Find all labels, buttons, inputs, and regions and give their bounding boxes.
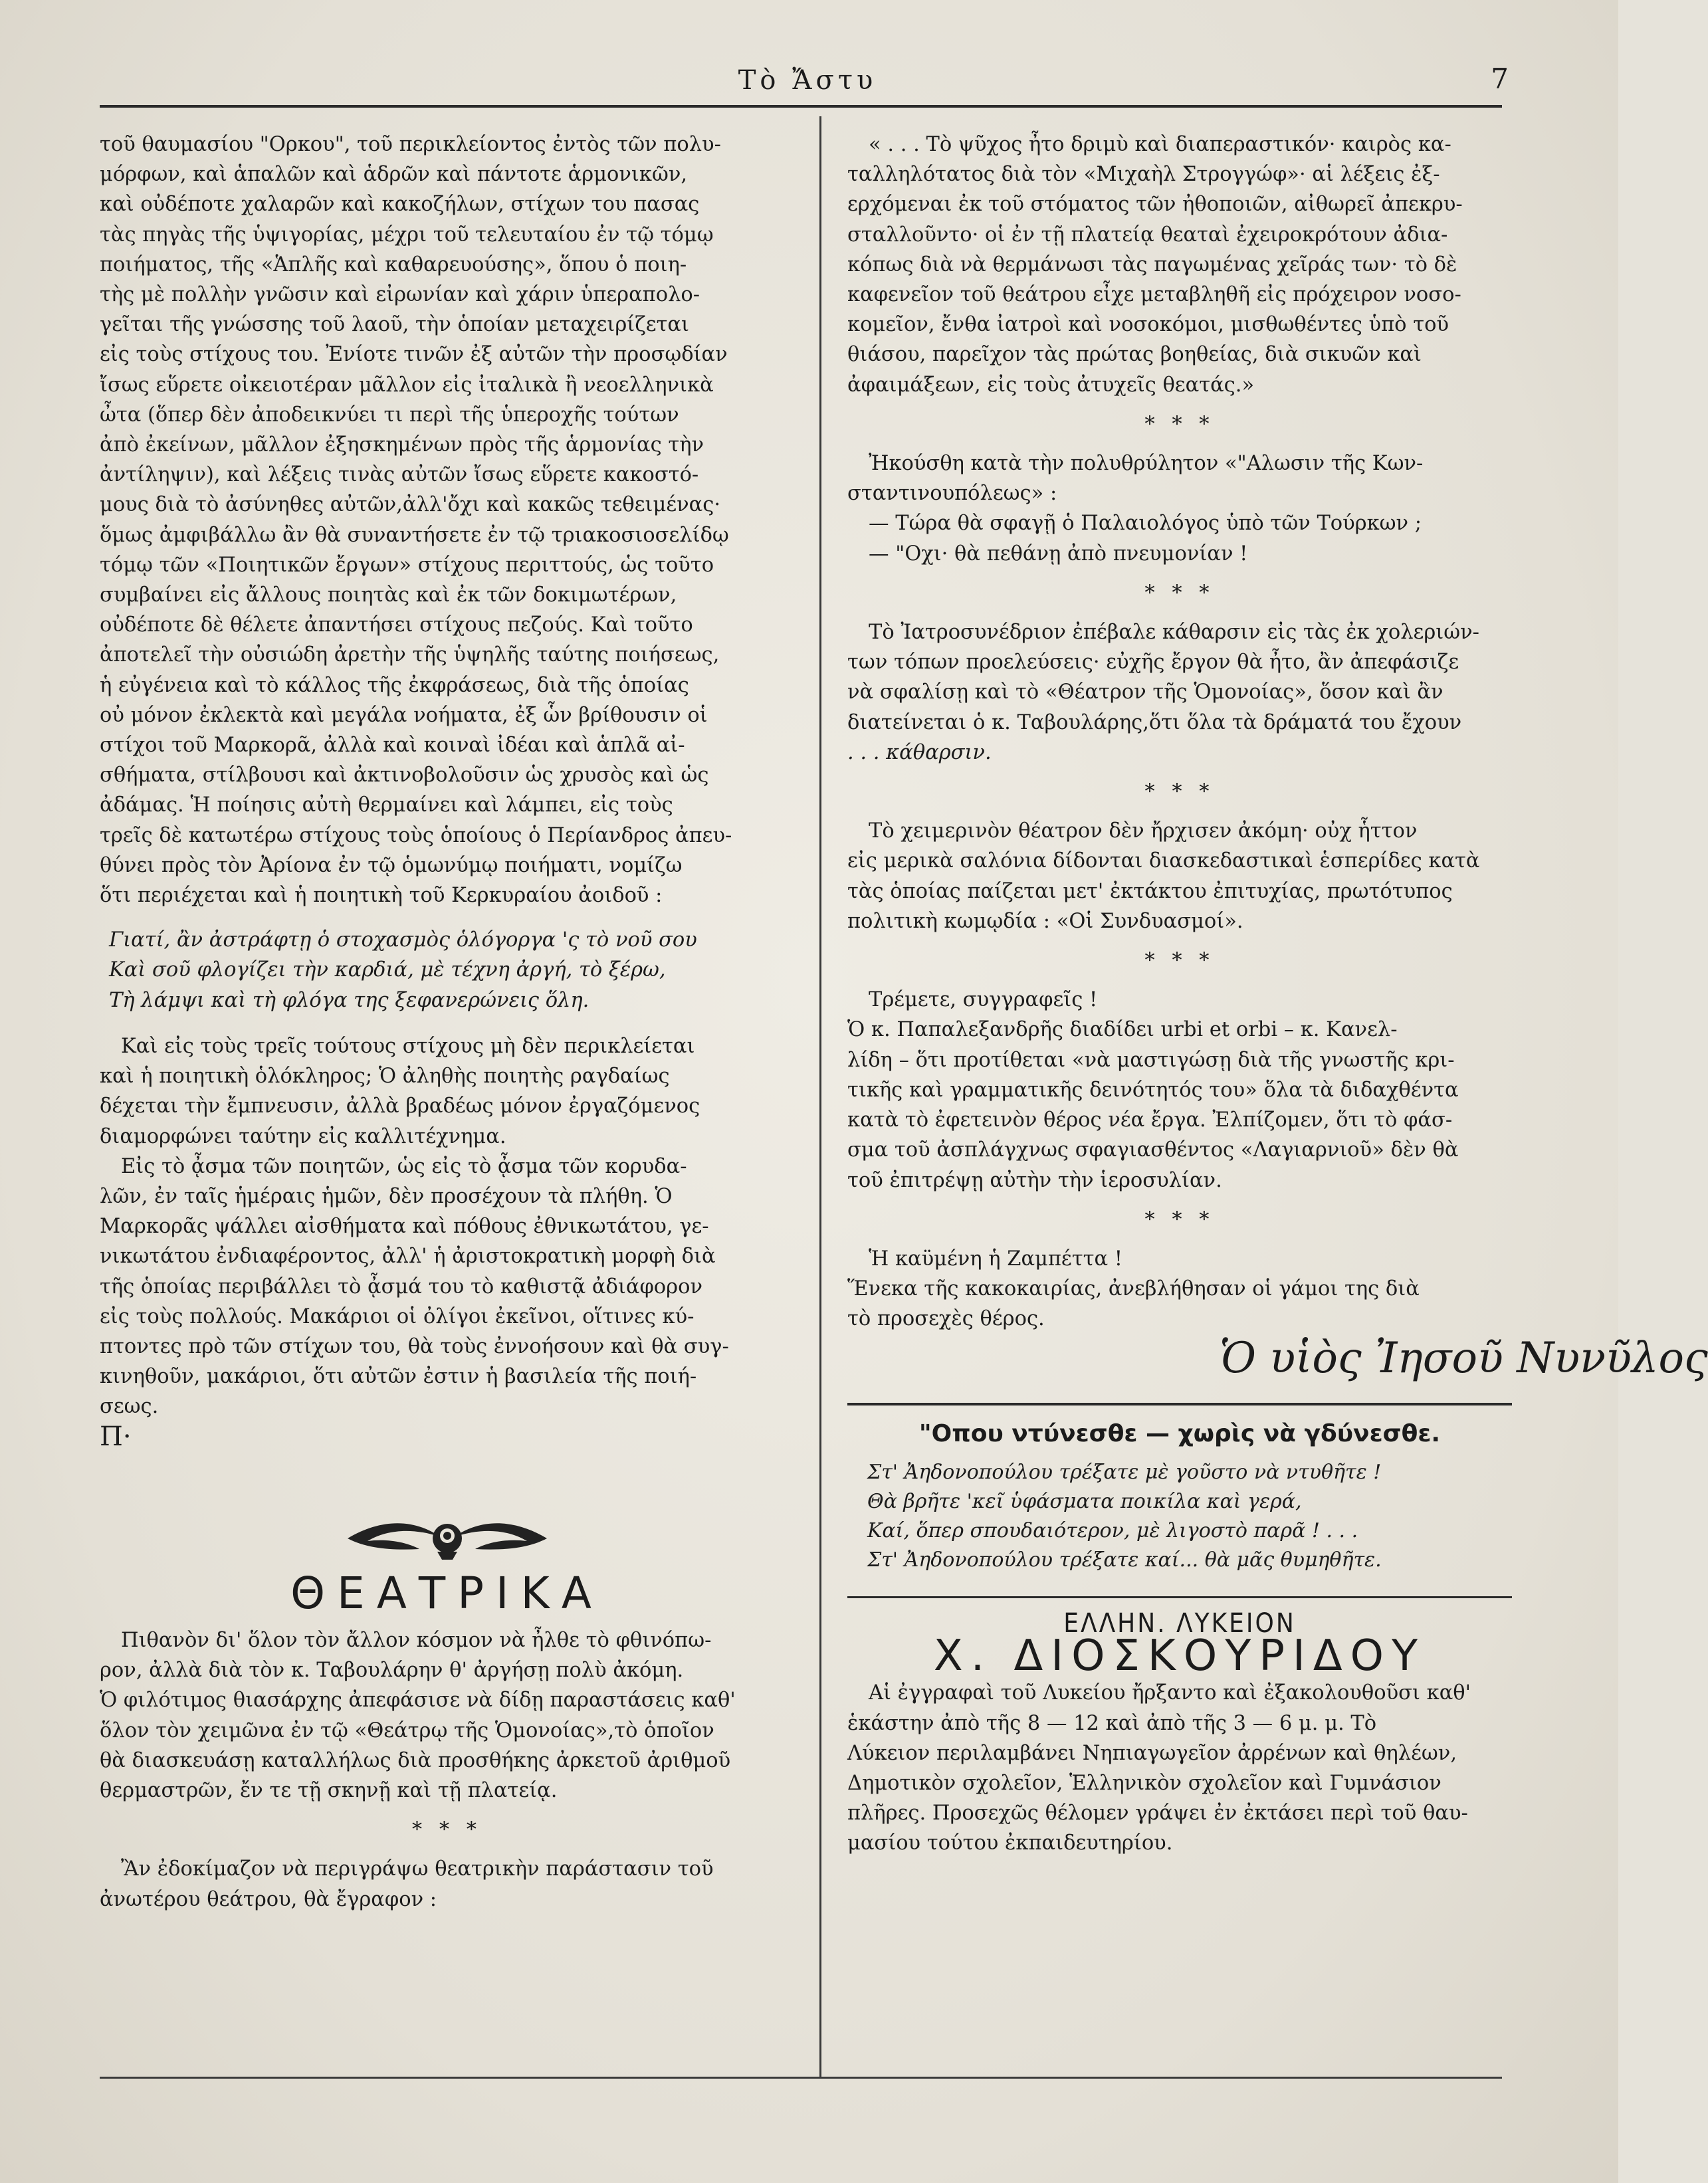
text-line: — Τώρα θὰ σφαγῇ ὁ Παλαιολόγος ὑπὸ τῶν Τούρκων ; bbox=[869, 512, 1422, 536]
advertisement-top-rule bbox=[847, 1403, 1512, 1405]
text-line: ὦτα (ὅπερ δὲν ἀποδεικνύει τι περὶ τῆς ὑπεροχῆς τούτων bbox=[100, 403, 679, 427]
quoted-verse bbox=[100, 925, 794, 1015]
page-header bbox=[100, 60, 1515, 106]
newspaper-title: Τὸ Ἄστυ bbox=[738, 65, 877, 96]
text-line: τὸ προσεχὲς θέρος. bbox=[847, 1307, 1045, 1331]
text-line: θὰ διασκευάσῃ καταλλήλως διὰ προσθήκης ἀρκετοῦ ἀριθμοῦ bbox=[100, 1748, 731, 1772]
text-line: πολιτικὴ κωμῳδία : «Οἱ Συνδυασμοί». bbox=[847, 909, 1243, 933]
text-line: τὰς πηγὰς τῆς ὑψιγορίας, μέχρι τοῦ τελευταίου ἐν τῷ τόμῳ bbox=[100, 223, 714, 247]
text-line: σταντινουπόλεως» : bbox=[847, 482, 1057, 506]
text-line: Δημοτικὸν σχολεῖον, Ἑλληνικὸν σχολεῖον καὶ Γυμνάσιον bbox=[847, 1771, 1441, 1795]
text-line: μους διὰ τὸ ἀσύνηθες αὐτῶν,ἀλλ'ὄχι καὶ κακῶς τεθειμένας· bbox=[100, 493, 721, 517]
text-line: πλῆρες. Προσεχῶς θέλομεν γράψει ἐν ἐκτάσει περὶ τοῦ θαυ- bbox=[847, 1802, 1468, 1825]
text-line: — "Οχι· θὰ πεθάνῃ ἀπὸ πνευμονίαν ! bbox=[869, 542, 1248, 566]
text-line: ὅτι περιέχεται καὶ ἡ ποιητικὴ τοῦ Κερκυραίου ἀοιδοῦ : bbox=[100, 884, 663, 908]
text-line: τὰς ὁποίας παίζεται μετ' ἐκτάκτου ἐπιτυχίας, πρωτότυπος bbox=[847, 879, 1453, 903]
text-line: τόμῳ τῶν «Ποιητικῶν ἔργων» στίχους περιττούς, ὡς τοῦτο bbox=[100, 553, 714, 577]
text-line: Μαρκορᾶς ψάλλει αἰσθήματα καὶ πόθους ἐθνικωτάτου, γε- bbox=[100, 1215, 709, 1239]
verse-line: Τὴ λάμψι καὶ τὴ φλόγα της ξεφανερώνεις ὅλη. bbox=[109, 988, 589, 1012]
theatre-section-title: ΘΕΑΤΡΙΚΑ bbox=[290, 1567, 603, 1619]
text-line: Πιθανὸν δι' ὅλον τὸν ἄλλον κόσμον νὰ ἦλθε τὸ φθινόπω- bbox=[121, 1628, 712, 1652]
text-line: διαμορφώνει ταύτην εἰς καλλιτέχνημα. bbox=[100, 1124, 506, 1148]
footer-rule bbox=[100, 2077, 1502, 2079]
advertisement-verse bbox=[847, 1458, 1512, 1575]
text-line: σταλλοῦντο· οἱ ἐν τῇ πλατείᾳ θεαταὶ ἐχειροκρότουν ἀδια- bbox=[847, 223, 1448, 247]
text-line: σθήματα, στίλβουσι καὶ ἀκτινοβολοῦσιν ὡς χρυσὸς καὶ ὡς bbox=[100, 764, 709, 787]
text-line: ερχόμεναι ἐκ τοῦ στόματος τῶν ἠθοποιῶν, αἰθωρεῖ ἀπεκρυ- bbox=[847, 193, 1463, 217]
text-line: Τὸ Ἰατροσυνέδριον ἐπέβαλε κάθαρσιν εἰς τὰς ἐκ χολεριών- bbox=[869, 621, 1479, 645]
text-line: πτοντες πρὸ τῶν στίχων του, θὰ τοὺς ἐννοήσουν καὶ θὰ συγ- bbox=[100, 1334, 729, 1358]
text-line: ἀνωτέρου θεάτρου, θὰ ἔγραφον : bbox=[100, 1887, 437, 1911]
text-line: οὐδέποτε δὲ θέλετε ἀπαντήσει στίχους πεζούς. Καὶ τοῦτο bbox=[100, 613, 693, 637]
text-line: τικῆς καὶ γραμματικῆς δεινότητός του» ὅλα τὰ διδαχθέντα bbox=[847, 1078, 1459, 1102]
verse-line: Στ' Ἀηδονοπούλου τρέξατε μὲ γοῦστο νὰ ντυθῆτε ! bbox=[867, 1460, 1382, 1484]
text-line: ὅμως ἀμφιβάλλω ἂν θὰ συναντήσετε ἐν τῷ τριακοσιοσελίδῳ bbox=[100, 523, 729, 547]
text-line: θιάσου, παρεῖχον τὰς πρώτας βοηθείας, διὰ σικυῶν καὶ bbox=[847, 343, 1422, 367]
news-item-zampetta bbox=[847, 1244, 1512, 1334]
text-line: εἰς τοὺς στίχους του. Ἐνίοτε τινῶν ἐξ αὐτῶν τὴν προσῳδίαν bbox=[100, 343, 728, 367]
column-divider bbox=[819, 116, 821, 2077]
text-line: ποιήματος, τῆς «Ἁπλῆς καὶ καθαρευούσης», ὅπου ὁ ποιη- bbox=[100, 253, 687, 276]
school-subtitle: ΕΛΛΗΝ. ΛΥΚΕΙΟΝ bbox=[1063, 1608, 1296, 1639]
text-line: σμα τοῦ ἀσπλάγχνως σφαγιασθέντος «Λαγιαρνιοῦ» δὲν θὰ bbox=[847, 1138, 1459, 1162]
text-line: Ὁ κ. Παπαλεξανδρῆς διαδίδει urbi et orbi – κ. Κανελ- bbox=[847, 1018, 1398, 1042]
section-separator: * * * bbox=[1144, 1207, 1215, 1231]
review-paragraph-1 bbox=[100, 130, 794, 910]
text-line: οὐ μόνον ἐκλεκτὰ καὶ μεγάλα νοήματα, ἐξ ὧν βρίθουσιν οἱ bbox=[100, 703, 708, 727]
text-line: ταλληλότατος διὰ τὸν «Μιχαὴλ Στρογγώφ»· αἱ λέξεις ἐξ- bbox=[847, 163, 1440, 187]
text-line: ρον, ἀλλὰ διὰ τὸν κ. Ταβουλάρην θ' ἀργήσῃ πολὺ ἀκόμη. bbox=[100, 1659, 684, 1683]
section-separator: * * * bbox=[1144, 581, 1215, 605]
text-line: Εἰς τὸ ᾆσμα τῶν ποιητῶν, ὡς εἰς τὸ ᾆσμα τῶν κορυδα- bbox=[121, 1154, 687, 1178]
verse-line: Καὶ σοῦ φλογίζει τὴν καρδιά, μὲ τέχνη ἀργή, τὸ ξέρω, bbox=[109, 958, 666, 982]
text-line: καὶ ἡ ποιητικὴ ὁλόκληρος; Ὁ ἀληθὴς ποιητὴς ραγδαίως bbox=[100, 1065, 670, 1089]
text-line: καφενεῖον τοῦ θεάτρου εἶχε μεταβληθῆ εἰς πρόχειρον νοσο- bbox=[847, 283, 1461, 307]
text-line: κομεῖον, ἔνθα ἰατροὶ καὶ νοσοκόμοι, μισθωθέντες ὑπὸ τοῦ bbox=[847, 313, 1449, 337]
news-item-critics bbox=[847, 985, 1512, 1195]
verse-line: Θὰ βρῆτε 'κεῖ ὑφάσματα ποικίλα καὶ γερά, bbox=[867, 1489, 1302, 1513]
quote-paragraph bbox=[847, 130, 1512, 400]
page-number: 7 bbox=[1491, 62, 1509, 95]
text-line: Ὁ φιλότιμος θιασάρχης ἀπεφάσισε νὰ δίδῃ παραστάσεις καθ' bbox=[100, 1689, 736, 1713]
section-separator: * * * bbox=[1144, 412, 1215, 436]
school-title: Χ. ΔΙΟΣΚΟΥΡΙΔΟΥ bbox=[933, 1631, 1426, 1681]
verse-line: Καί, ὅπερ σπουδαιότερον, μὲ λιγοστὸ παρᾶ ! . . . bbox=[867, 1518, 1358, 1542]
verse-line: Στ' Ἀηδονοπούλου τρέξατε καί... θὰ μᾶς θυμηθῆτε. bbox=[867, 1548, 1382, 1572]
ornament-divider-icon bbox=[341, 1512, 554, 1565]
text-line: ἴσως εὕρετε οἰκειοτέραν μᾶλλον εἰς ἰταλικὰ ἢ νεοελληνικὰ bbox=[100, 373, 714, 397]
news-item-alosis bbox=[847, 449, 1512, 569]
text-line: των τόπων προελεύσεις· εὐχῆς ἔργον θὰ ἦτο, ἂν ἀπεφάσιζε bbox=[847, 651, 1459, 675]
text-line: εἰς μερικὰ σαλόνια δίδονται διασκεδαστικαὶ ἑσπερίδες κατὰ bbox=[847, 849, 1480, 873]
text-line: . . . κάθαρσιν. bbox=[847, 740, 992, 764]
text-line: ὅλον τὸν χειμῶνα ἐν τῷ «Θεάτρῳ τῆς Ὁμονοίας»,τὸ ὁποῖον bbox=[100, 1718, 714, 1742]
text-line: δέχεται τὴν ἔμπνευσιν, ἀλλὰ βραδέως μόνον ἐργαζόμενος bbox=[100, 1094, 700, 1118]
text-line: Λύκειον περιλαμβάνει Νηπιαγωγεῖον ἀρρένων καὶ θηλέων, bbox=[847, 1741, 1457, 1765]
text-line: Τρέμετε, συγγραφεῖς ! bbox=[869, 988, 1098, 1012]
text-line: ἀφαιμάξεων, εἰς τοὺς ἀτυχεῖς θεατάς.» bbox=[847, 373, 1255, 397]
school-advert-rule bbox=[847, 1596, 1512, 1598]
text-line: συμβαίνει εἰς ἄλλους ποιητὰς καὶ ἐκ τῶν δοκιμωτέρων, bbox=[100, 583, 677, 607]
text-line: τὴς μὲ πολλὴν γνῶσιν καὶ εἰρωνίαν καὶ χάριν ὑπεραπολο- bbox=[100, 283, 700, 307]
text-line: τοῦ θαυμασίου "Ορκου", τοῦ περικλείοντος ἐντὸς τῶν πολυ- bbox=[100, 133, 721, 156]
header-rule bbox=[100, 105, 1502, 108]
text-line: εἰς τοὺς πολλούς. Μακάριοι οἱ ὀλίγοι ἐκεῖνοι, οἵτινες κύ- bbox=[100, 1304, 694, 1328]
text-line: σεως. bbox=[100, 1395, 159, 1419]
text-line: Αἱ ἐγγραφαὶ τοῦ Λυκείου ἤρξαντο καὶ ἐξακολουθοῦσι καθ' bbox=[869, 1681, 1471, 1705]
right-column bbox=[847, 130, 1708, 1859]
text-line: Τὸ χειμερινὸν θέατρον δὲν ἤρχισεν ἀκόμη· οὐχ ἧττον bbox=[869, 819, 1418, 843]
text-line: καὶ οὐδέποτε χαλαρῶν καὶ κακοζήλων, στίχων του πασας bbox=[100, 193, 700, 217]
text-line: μόρφων, καὶ ἁπαλῶν καὶ ἁδρῶν καὶ πάντοτε ἁρμονικῶν, bbox=[100, 163, 688, 187]
text-line: νὰ σφαλίσῃ καὶ τὸ «Θέατρον τῆς Ὁμονοίας», ὅσον καὶ ἂν bbox=[847, 680, 1443, 704]
text-line: ἡ εὐγένεια καὶ τὸ κάλλος τῆς ἐκφράσεως, διὰ τῆς ὁποίας bbox=[100, 673, 689, 697]
text-line: κόπως διὰ νὰ θερμάνωσι τὰς παγωμένας χεῖράς των· τὸ δὲ bbox=[847, 253, 1457, 276]
text-line: ἀπὸ ἐκείνων, μᾶλλον ἐξησκημένων πρὸς τῆς ἁρμονίας τὴν bbox=[100, 433, 704, 457]
handwritten-signature: Ὁ υἱὸς Ἰησοῦ Νυνῦλος bbox=[1220, 1333, 1708, 1383]
text-line: νικωτάτου ἐνδιαφέροντος, ἀλλ' ἡ ἀριστοκρατικὴ μορφὴ διὰ bbox=[100, 1245, 716, 1269]
theatre-paragraph-2 bbox=[100, 1854, 794, 1914]
text-line: λῶν, ἐν ταῖς ἡμέραις ἡμῶν, δὲν προσέχουν τὰ πλήθη. Ὁ bbox=[100, 1184, 673, 1208]
text-line: κινηθοῦν, μακάριοι, ὅτι αὐτῶν ἐστιν ἡ βασιλεία τῆς ποιή- bbox=[100, 1365, 697, 1389]
text-line: Ἕνεκα τῆς κακοκαιρίας, ἀνεβλήθησαν οἱ γάμοι της διὰ bbox=[847, 1277, 1420, 1301]
text-line: στίχοι τοῦ Μαρκορᾶ, ἀλλὰ καὶ κοιναὶ ἰδέαι καὶ ἁπλᾶ αἰ- bbox=[100, 734, 685, 758]
text-line: θερμαστρῶν, ἔν τε τῇ σκηνῇ καὶ τῇ πλατείᾳ. bbox=[100, 1778, 558, 1802]
text-line: ἑκάστην ἀπὸ τῆς 8 — 12 καὶ ἀπὸ τῆς 3 — 6 μ. μ. Τὸ bbox=[847, 1711, 1377, 1735]
school-paragraph bbox=[847, 1678, 1512, 1858]
verse-line: Γιατί, ἂν ἀστράφτῃ ὁ στοχασμὸς ὁλόγοργα 'ς τὸ νοῦ σου bbox=[109, 928, 697, 952]
text-line: ἀδάμας. Ἡ ποίησις αὐτὴ θερμαίνει καὶ λάμπει, εἰς τοὺς bbox=[100, 793, 673, 817]
left-column bbox=[100, 130, 794, 1915]
section-separator: * * * bbox=[1144, 780, 1215, 804]
advertisement-heading: "Οπου ντύνεσθε — χωρὶς νὰ γδύνεσθε. bbox=[918, 1419, 1441, 1447]
text-line: γεῖται τῆς γνώσσης τοῦ λαοῦ, τὴν ὁποίαν μεταχειρίζεται bbox=[100, 313, 689, 337]
review-paragraph-3 bbox=[100, 1152, 794, 1422]
text-line: Ἂν ἐδοκίμαζον νὰ περιγράψω θεατρικὴν παράστασιν τοῦ bbox=[121, 1857, 714, 1881]
text-line: μασίου τούτου ἐκπαιδευτηρίου. bbox=[847, 1831, 1173, 1855]
section-separator: * * * bbox=[1144, 949, 1215, 973]
text-line: Ἠκούσθη κατὰ τὴν πολυθρύλητον «"Αλωσιν τῆς Κων- bbox=[869, 452, 1424, 476]
text-line: ἀντίληψιν), καὶ λέξεις τινὰς αὐτῶν ἴσως εὕρετε κακοστό- bbox=[100, 463, 699, 487]
review-paragraph-2 bbox=[100, 1031, 794, 1152]
text-line: « . . . Τὸ ψῦχος ἦτο δριμὺ καὶ διαπεραστικόν· καιρὸς κα- bbox=[869, 133, 1451, 156]
text-line: τοῦ ἐπιτρέψῃ αὐτὴν τὴν ἱεροσυλίαν. bbox=[847, 1168, 1222, 1192]
text-line: Ἡ καϋμένη ἡ Ζαμπέττα ! bbox=[869, 1247, 1123, 1271]
text-line: θύνει πρὸς τὸν Ἀρίονα ἐν τῷ ὁμωνύμῳ ποιήματι, νομίζω bbox=[100, 853, 683, 877]
section-separator: * * * bbox=[411, 1818, 482, 1842]
text-line: κατὰ τὸ ἐφετεινὸν θέρος νέα ἔργα. Ἐλπίζομεν, ὅτι τὸ φάσ- bbox=[847, 1108, 1453, 1132]
text-line: Καὶ εἰς τοὺς τρεῖς τούτους στίχους μὴ δὲν περικλείεται bbox=[121, 1034, 695, 1058]
theatre-paragraph bbox=[100, 1625, 794, 1806]
text-line: τρεῖς δὲ κατωτέρω στίχους τοὺς ὁποίους ὁ Περίανδρος ἀπευ- bbox=[100, 823, 732, 847]
text-line: ἀποτελεῖ τὴν οὐσιώδη ἀρετὴν τῆς ὑψηλῆς ταύτης ποιήσεως, bbox=[100, 643, 720, 667]
news-item-winter-theatre bbox=[847, 816, 1512, 936]
text-line: τῆς ὁποίας περιβάλλει τὸ ᾆσμά του τὸ καθιστᾷ ἀδιάφορον bbox=[100, 1275, 703, 1299]
text-line: διατείνεται ὁ κ. Ταβουλάρης,ὅτι ὅλα τὰ δράματά του ἔχουν bbox=[847, 710, 1462, 734]
news-item-iatrosynedrion bbox=[847, 617, 1512, 768]
author-signature: Π· bbox=[100, 1421, 132, 1452]
text-line: λίδη – ὅτι προτίθεται «νὰ μαστιγώσῃ διὰ τῆς γνωστῆς κρι- bbox=[847, 1048, 1455, 1072]
